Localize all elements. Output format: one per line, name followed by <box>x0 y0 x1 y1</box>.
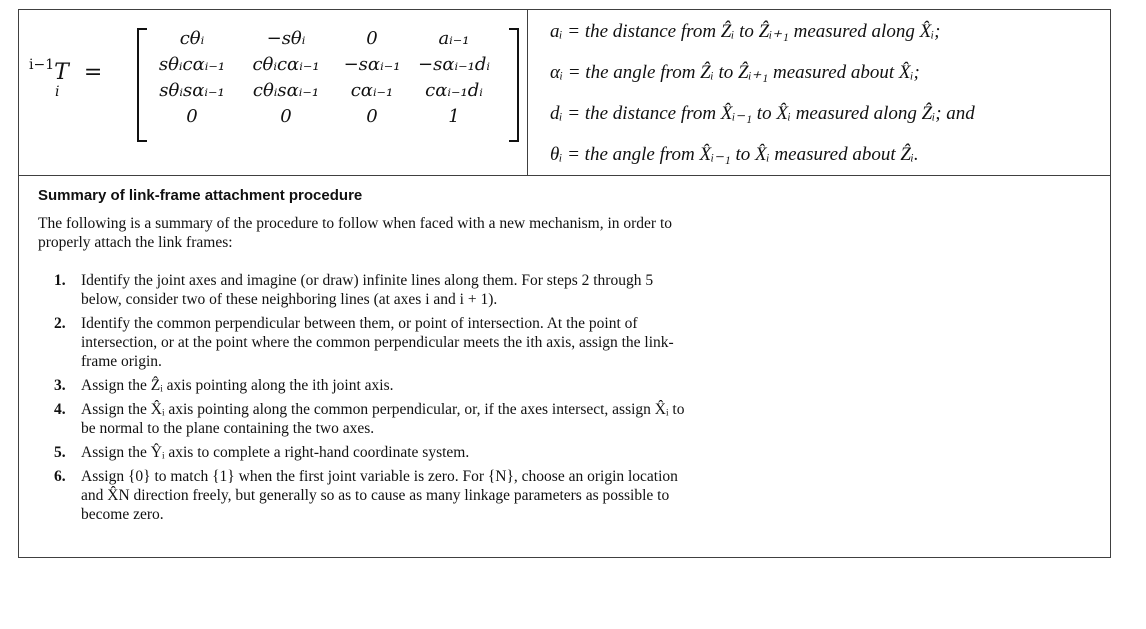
equals-sign: = <box>83 60 103 85</box>
equation-row <box>19 10 1110 176</box>
list-item <box>54 314 694 371</box>
matrix-cell: cαᵢ₋₁dᵢ <box>425 80 483 101</box>
step-number: 6. <box>54 468 66 485</box>
matrix-cell: cθᵢ <box>179 28 205 49</box>
list-item <box>54 400 694 438</box>
definition-text: = the distance from Ẑᵢ to Ẑᵢ₊₁ measured along X̂ᵢ; <box>567 21 941 42</box>
step-text: Assign the X̂ᵢ axis pointing along the common perpendicular, or, if the axes intersect, assign X̂ᵢ to be normal to the plane containing the two axes. <box>81 401 685 437</box>
definition-text: = the distance from X̂ᵢ₋₁ to X̂ᵢ measured along Ẑᵢ; and <box>567 103 975 124</box>
list-item <box>54 271 694 309</box>
definition-d <box>550 102 975 125</box>
step-number: 5. <box>54 444 66 461</box>
matrix-cell: cθᵢsαᵢ₋₁ <box>252 80 320 101</box>
definition-text: = the angle from X̂ᵢ₋₁ to X̂ᵢ measured about Ẑᵢ. <box>567 144 919 165</box>
definition-symbol: αᵢ <box>550 62 563 83</box>
transform-matrix-cell <box>19 10 528 175</box>
procedure-section <box>19 176 1110 557</box>
step-number: 3. <box>54 377 66 394</box>
matrix-cell: 0 <box>366 28 378 49</box>
lhs-symbol: T <box>54 60 69 85</box>
definition-symbol: aᵢ <box>550 21 563 42</box>
lhs-subscript: i <box>55 84 60 100</box>
definition-alpha <box>550 61 920 84</box>
list-item <box>54 376 694 395</box>
matrix-cell: −sθᵢ <box>266 28 306 49</box>
matrix-cell: 0 <box>186 106 198 127</box>
step-text: Assign {0} to match {1} when the first joint variable is zero. For {N}, choose an origin location and X̂N direction freely, but generally so as to cause as many linkage parameters as possible to become zero. <box>81 468 678 523</box>
definition-text: = the angle from Ẑᵢ to Ẑᵢ₊₁ measured about X̂ᵢ; <box>567 62 920 83</box>
definition-symbol: θᵢ <box>550 144 563 165</box>
matrix-cell: cθᵢcαᵢ₋₁ <box>252 54 320 75</box>
matrix-cell: sθᵢcαᵢ₋₁ <box>158 54 226 75</box>
parameter-definitions <box>528 10 1110 175</box>
list-item <box>54 443 694 462</box>
steps-list <box>54 271 694 529</box>
matrix-lhs <box>29 57 103 100</box>
matrix-cell: 1 <box>448 106 460 127</box>
matrix-cell: cαᵢ₋₁ <box>350 80 394 101</box>
matrix-cell: 0 <box>280 106 292 127</box>
step-text: Assign the Ẑᵢ axis pointing along the ith joint axis. <box>81 377 394 394</box>
definition-symbol: dᵢ <box>550 103 563 124</box>
document-frame <box>18 9 1111 558</box>
step-text: Identify the joint axes and imagine (or draw) infinite lines along them. For steps 2 through 5 below, consider two of these neighboring lines (at axes i and i + 1). <box>81 272 654 308</box>
definition-a <box>550 20 941 43</box>
step-number: 1. <box>54 272 66 289</box>
matrix-cell: −sαᵢ₋₁dᵢ <box>418 54 490 75</box>
list-item <box>54 467 694 524</box>
matrix-cell: −sαᵢ₋₁ <box>343 54 401 75</box>
matrix-cell: aᵢ₋₁ <box>438 28 470 49</box>
step-text: Identify the common perpendicular between them, or point of intersection. At the point of intersection, or at the point where the common perpendicular meets the ith axis, assign the link-frame origin. <box>81 315 674 370</box>
step-text: Assign the Ŷᵢ axis to complete a right-hand coordinate system. <box>81 444 470 461</box>
lhs-superscript: i−1 <box>29 57 55 73</box>
section-title: Summary of link-frame attachment procedure <box>38 187 363 204</box>
right-bracket <box>509 28 519 142</box>
step-number: 4. <box>54 401 66 418</box>
matrix-cell: 0 <box>366 106 378 127</box>
definition-theta <box>550 143 919 166</box>
matrix-cell: sθᵢsαᵢ₋₁ <box>159 80 225 101</box>
step-number: 2. <box>54 315 66 332</box>
section-intro: The following is a summary of the procedure to follow when faced with a new mechanism, in order to properly attach the link frames: <box>38 215 673 251</box>
